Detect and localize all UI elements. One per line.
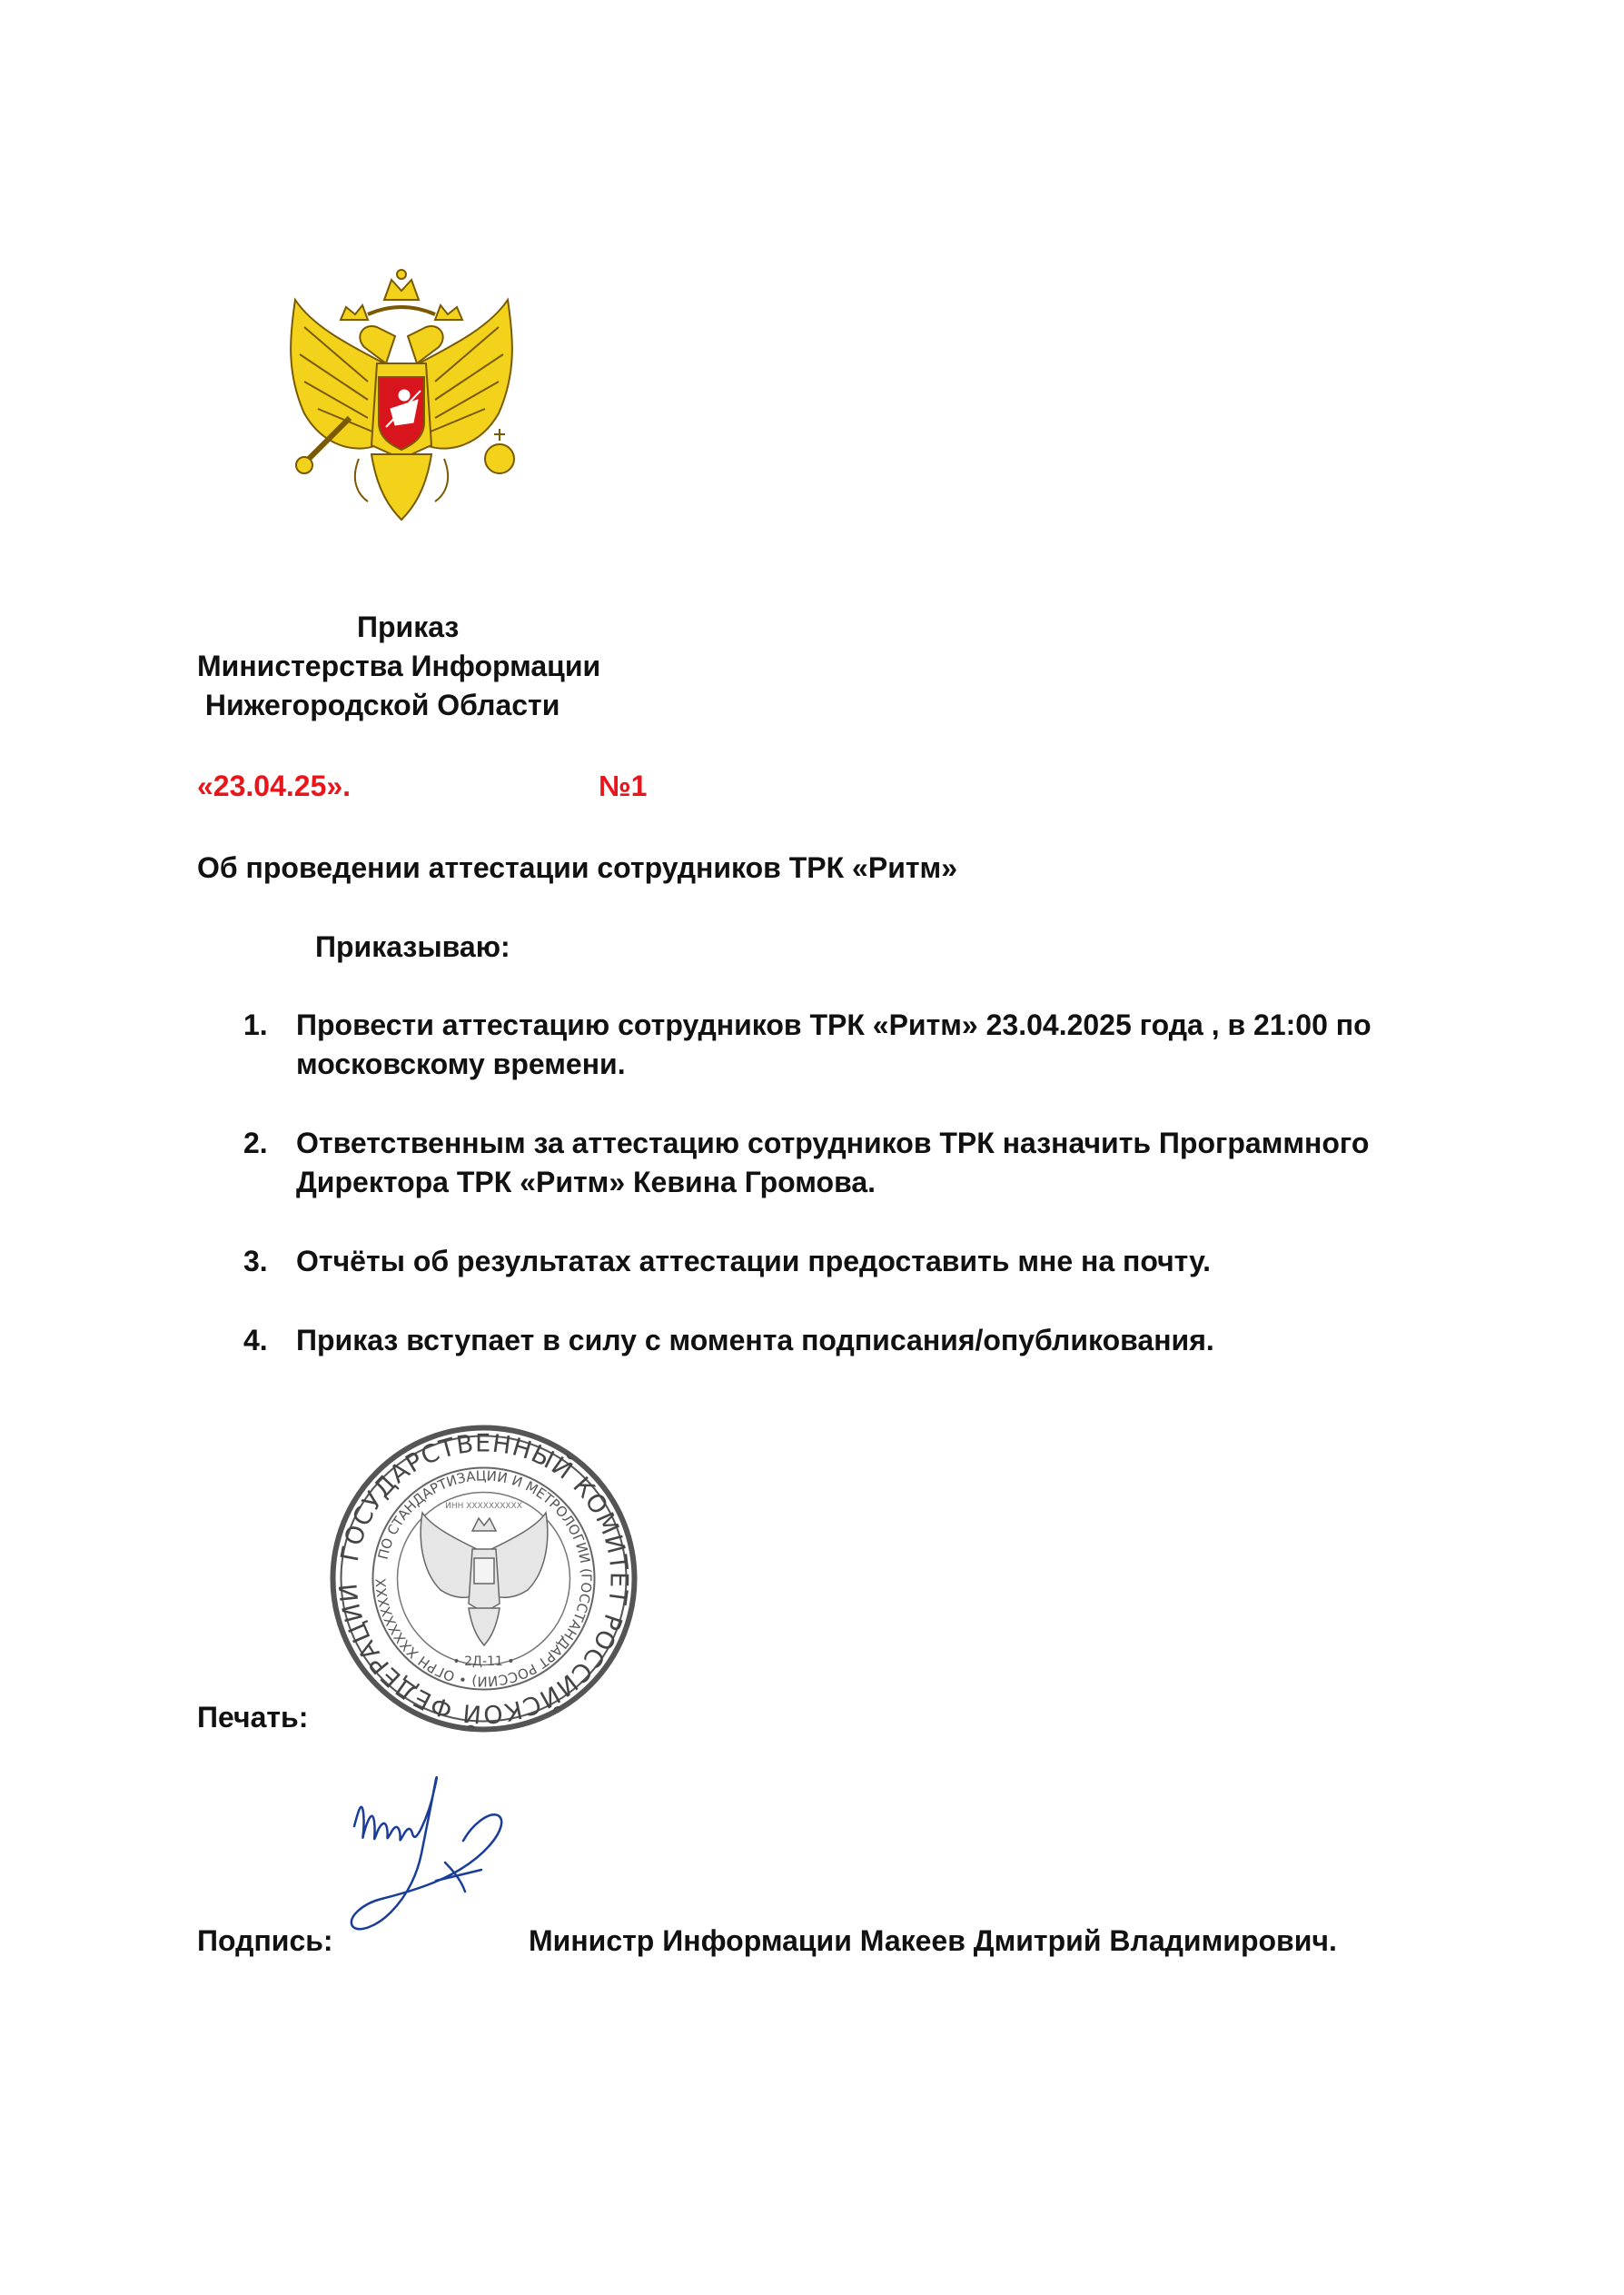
list-item-number: 3. (243, 1245, 268, 1277)
svg-text:ГОСУДАРСТВЕННЫЙ КОМИТЕТ РОССИЙ: ГОСУДАРСТВЕННЫЙ КОМИТЕТ РОССИЙСКОЙ ФЕДЕРАЦИИ (334, 1429, 633, 1728)
signature-label: Подпись: (197, 1924, 333, 1957)
region-name: Нижегородской Области (197, 689, 560, 721)
order-subject: Об проведении аттестации сотрудников ТРК «Ритм» (197, 851, 957, 884)
list-item-text: Ответственным за аттестацию сотрудников ТРК назначить Программного (296, 1127, 1370, 1159)
list-item-number: 1. (243, 1008, 268, 1041)
list-item-number: 2. (243, 1127, 268, 1159)
official-stamp (327, 1422, 640, 1735)
list-item-text-cont: московскому времени. (296, 1048, 626, 1080)
order-date: «23.04.25». (197, 770, 352, 802)
order-number: №1 (599, 770, 648, 802)
list-item-text: Отчёты об результатах аттестации предоставить мне на почту. (296, 1245, 1212, 1277)
handwritten-signature (345, 1772, 540, 1944)
ministry-name: Министерства Информации (197, 650, 601, 682)
list-item-text-cont: Директора ТРК «Ритм» Кевина Громова. (296, 1166, 876, 1198)
coat-of-arms-emblem (277, 263, 527, 527)
document-title: Приказ (357, 611, 460, 643)
signer-name: Министр Информации Макеев Дмитрий Владимирович. (529, 1924, 1337, 1957)
stamp-label: Печать: (197, 1701, 309, 1734)
order-directive: Приказываю: (315, 930, 510, 963)
list-item-text: Приказ вступает в силу с момента подписания/опубликования. (296, 1324, 1214, 1356)
list-item-number: 4. (243, 1324, 268, 1356)
svg-text:ПО СТАНДАРТИЗАЦИИ И МЕТРОЛОГИИ: ПО СТАНДАРТИЗАЦИИ И МЕТРОЛОГИИ (ГОССТАНДАРТ РОССИИ) • ОГРН XXXXXXXXX (372, 1467, 595, 1690)
list-item-text: Провести аттестацию сотрудников ТРК «Ритм» 23.04.2025 года , в 21:00 по (296, 1008, 1371, 1041)
svg-text:ИНН XXXXXXXXXX: ИНН XXXXXXXXXX (445, 1502, 522, 1511)
svg-text:• 2Д-11 •: • 2Д-11 • (452, 1654, 515, 1669)
